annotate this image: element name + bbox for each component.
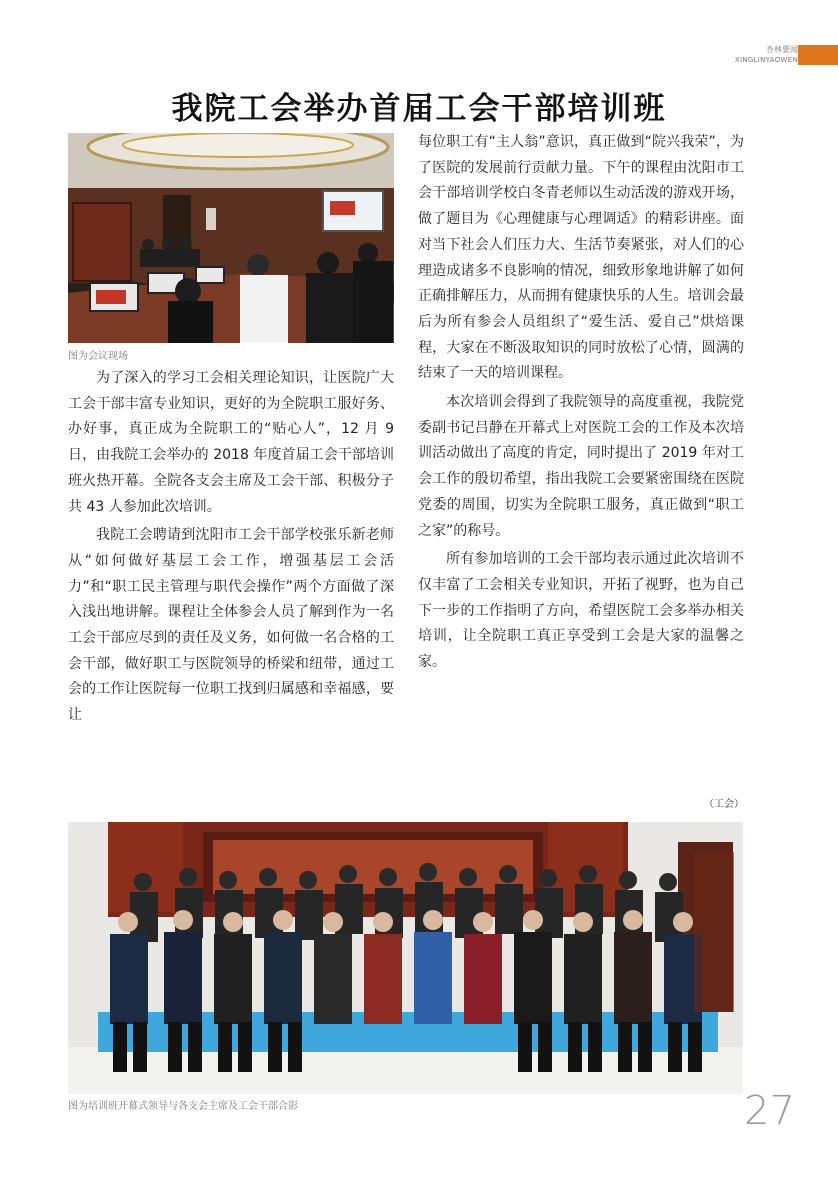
- body-paragraph: 本次培训会得到了我院领导的高度重视，我院党委副书记吕静在开幕式上对医院工会的工作及本次培训活动做出了高度的肯定，同时提出了 2019 年对工会工作的殷切希望，指出我院工会要紧密围绕在医院党委的周围，切实为全院职工服务，真正做到“职工之家”的称号。: [418, 394, 744, 539]
- section-name-cn: 杏林要闻: [766, 45, 798, 54]
- meeting-photo: [68, 133, 394, 343]
- article-author: （工会）: [704, 799, 744, 810]
- body-paragraph: 每位职工有“主人翁”意识，真正做到“院兴我荣”，为了医院的发展前行贡献力量。下午的课程由沈阳市工会干部培训学校白冬青老师以生动活泼的游戏开场，做了题目为《心理健康与心理调适》的精彩讲座。面对当下社会人们压力大、生活节奏紧张，对人们的心理造成诸多不良影响的情况，细致形象地讲解了如何正确排解压力，从而拥有健康快乐的人生。培训会最后为所有参会人员组织了“爱生活、爱自己”烘焙课程，大家在不断汲取知识的同时放松了心情，圆满的结束了一天的培训课程。: [418, 134, 744, 382]
- body-paragraph: 为了深入的学习工会相关理论知识，让医院广大工会干部丰富专业知识，更好的为全院职工服好务、办好事，真正成为全院职工的“贴心人”，12 月 9 日，由我院工会举办的 2018 年度首届工会干部培训班火热开幕。全院各支会主席及工会干部、积极分子共 43 人参加此次培训。: [68, 370, 394, 515]
- section-name-en: XINGLINYAOWEN: [734, 56, 798, 64]
- body-paragraph: 所有参加培训的工会干部均表示通过此次培训不仅丰富了工会相关专业知识，开拓了视野，也为自己下一步的工作指明了方向，希望医院工会多举办相关培训，让全院职工真正享受到工会是大家的温馨之家。: [418, 551, 744, 671]
- article-body-left: [68, 366, 394, 729]
- page-number: 27: [744, 1088, 795, 1134]
- meeting-photo-caption: 图为会议现场: [68, 351, 128, 362]
- body-paragraph: 我院工会聘请到沈阳市工会干部学校张乐新老师从“如何做好基层工会工作，增强基层工会活力”和“职工民主管理与职代会操作”两个方面做了深入浅出地讲解。课程让全体参会人员了解到作为一名工会干部应尽到的责任及义务，如何做一名合格的工会干部，做好职工与医院领导的桥梁和纽带，通过工会的工作让医院每一位职工找到归属感和幸福感，要让: [68, 527, 394, 724]
- group-photo-caption: 图为培训班开幕式领导与各支会主席及工会干部合影: [68, 1101, 298, 1112]
- article-title: 我院工会举办首届工会干部培训班: [171, 91, 667, 127]
- section-accent-bar: [798, 45, 838, 65]
- article-body-right: [418, 130, 744, 676]
- section-tag: [726, 44, 798, 66]
- group-photo: [68, 822, 743, 1094]
